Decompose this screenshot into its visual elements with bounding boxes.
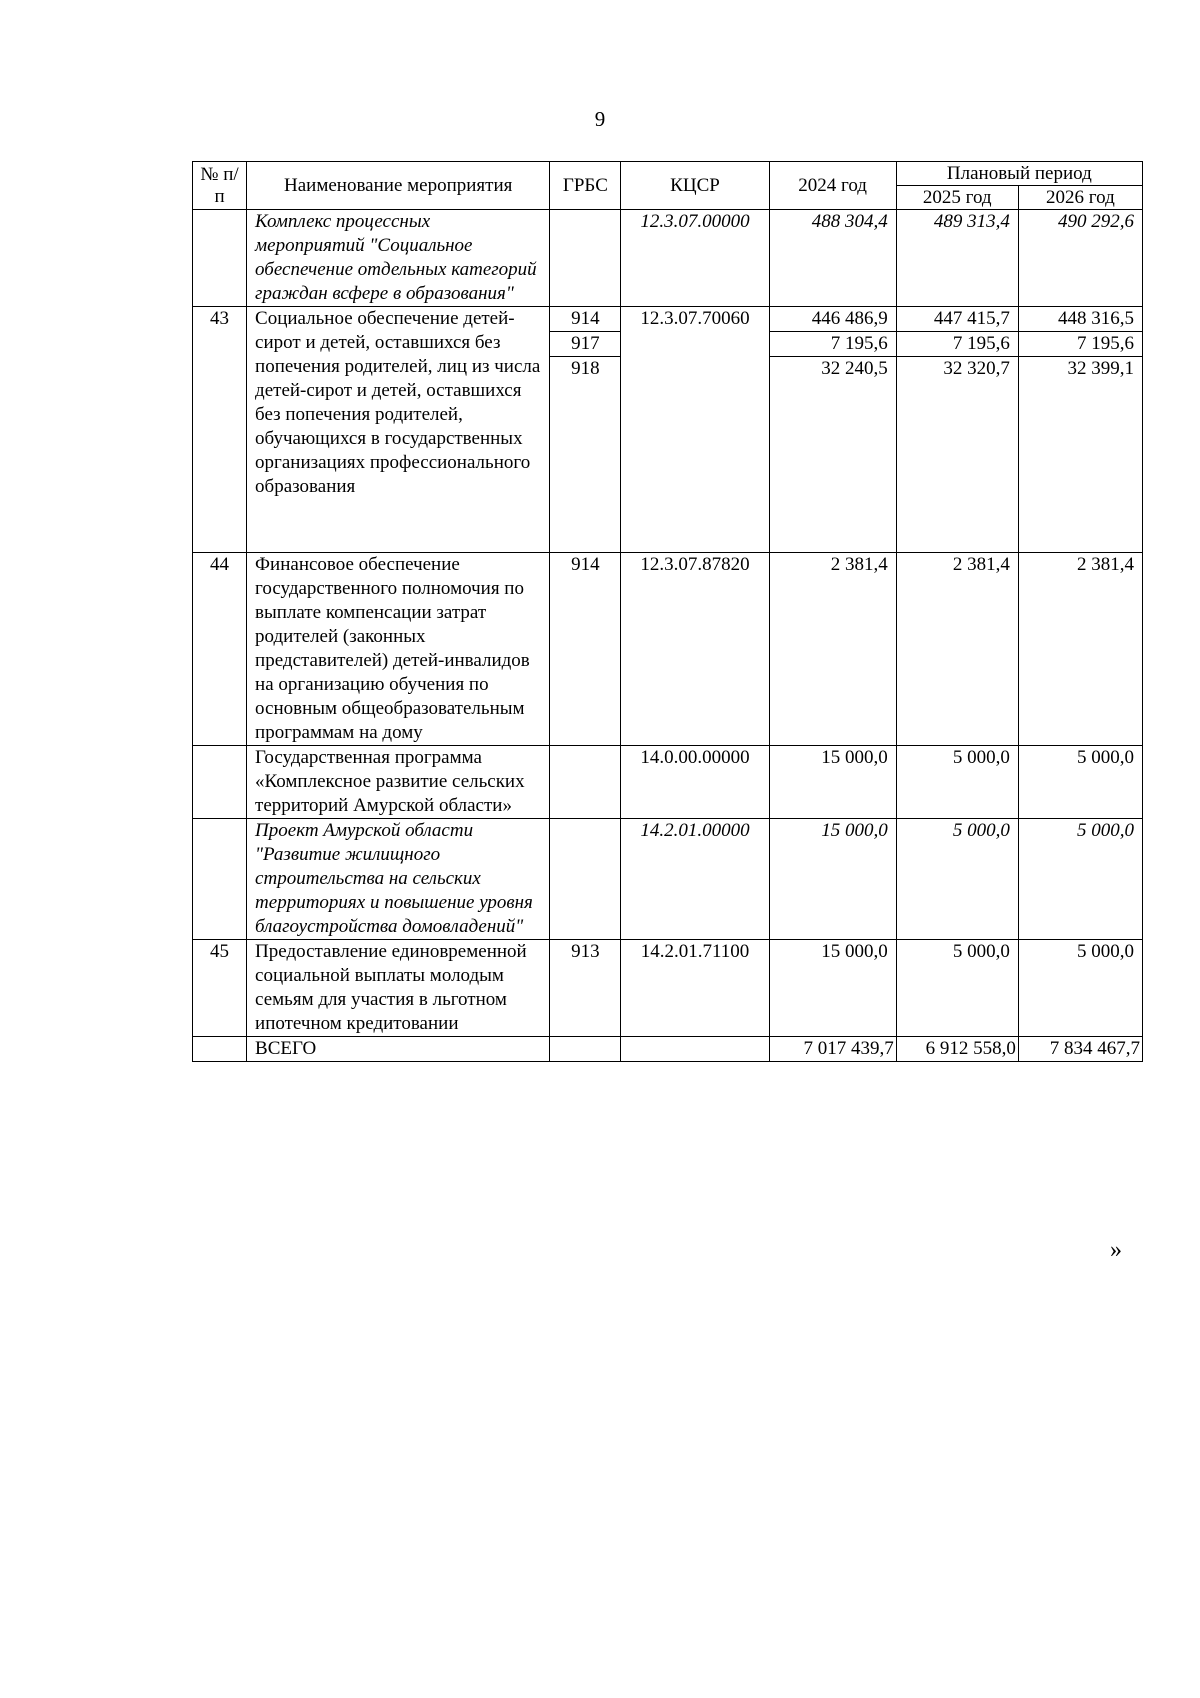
- cell-2026: 5 000,0: [1018, 819, 1142, 940]
- cell-num: 45: [193, 940, 247, 1037]
- cell-2026: 5 000,0: [1018, 940, 1142, 1037]
- cell-2024: 488 304,4: [769, 210, 896, 307]
- header-kcsr: КЦСР: [621, 162, 769, 210]
- table-row-43: [193, 307, 1143, 332]
- cell-2024: 15 000,0: [769, 819, 896, 940]
- cell-name: Государственная программа «Комплексное развитие сельских территорий Амурской области»: [247, 746, 550, 819]
- cell-num: 43: [193, 307, 247, 553]
- cell-num: [193, 210, 247, 307]
- cell-name: Комплекс процессных мероприятий "Социальное обеспечение отдельных категорий граждан всфере в образования": [247, 210, 550, 307]
- cell-2024: 446 486,9: [769, 307, 896, 332]
- header-num: № п/п: [193, 162, 247, 210]
- cell-grbs: 918: [550, 357, 621, 553]
- cell-2025: 5 000,0: [896, 746, 1018, 819]
- cell-name: Проект Амурской области "Развитие жилищного строительства на сельских территориях и повышение уровня благоустройства домовладений": [247, 819, 550, 940]
- cell-grbs: 914: [550, 553, 621, 746]
- cell-total-2024: 7 017 439,7: [769, 1037, 896, 1062]
- cell-2026: 5 000,0: [1018, 746, 1142, 819]
- cell-kcsr: 14.2.01.00000: [621, 819, 769, 940]
- cell-num: 44: [193, 553, 247, 746]
- cell-2026: 448 316,5: [1018, 307, 1142, 332]
- table-row-program: [193, 746, 1143, 819]
- cell-2025: 5 000,0: [896, 819, 1018, 940]
- cell-2024: 2 381,4: [769, 553, 896, 746]
- cell-name: Финансовое обеспечение государственного полномочия по выплате компенсации затрат родителей (законных представителей) детей-инвалидов на организацию обучения по основным общеобразовательным программам на дому: [247, 553, 550, 746]
- cell-2024: 15 000,0: [769, 940, 896, 1037]
- table-row-project: [193, 819, 1143, 940]
- cell-kcsr: 12.3.07.70060: [621, 307, 769, 553]
- cell-kcsr: 14.2.01.71100: [621, 940, 769, 1037]
- cell-2026: 7 195,6: [1018, 332, 1142, 357]
- cell-2025: 2 381,4: [896, 553, 1018, 746]
- cell-name: Социальное обеспечение детей-сирот и детей, оставшихся без попечения родителей, лиц из числа детей-сирот и детей, оставшихся без попечения родителей, обучающихся в государственных организациях профессионального образования: [247, 307, 550, 553]
- header-planned-period: Плановый период: [896, 162, 1142, 186]
- cell-2026: 490 292,6: [1018, 210, 1142, 307]
- header-2026: 2026 год: [1018, 186, 1142, 210]
- cell-2026: 2 381,4: [1018, 553, 1142, 746]
- cell-name: Предоставление единовременной социальной выплаты молодым семьям для участия в льготном ипотечном кредитовании: [247, 940, 550, 1037]
- header-2024: 2024 год: [769, 162, 896, 210]
- cell-grbs: 917: [550, 332, 621, 357]
- cell-num: [193, 746, 247, 819]
- cell-2025: 32 320,7: [896, 357, 1018, 553]
- cell-2025: 489 313,4: [896, 210, 1018, 307]
- cell-kcsr: [621, 1037, 769, 1062]
- header-name: Наименование мероприятия: [247, 162, 550, 210]
- closing-quote: »: [1110, 1237, 1122, 1263]
- cell-total-2025: 6 912 558,0: [896, 1037, 1018, 1062]
- cell-num: [193, 1037, 247, 1062]
- cell-2025: 7 195,6: [896, 332, 1018, 357]
- cell-num: [193, 819, 247, 940]
- cell-kcsr: 14.0.00.00000: [621, 746, 769, 819]
- cell-grbs: [550, 819, 621, 940]
- table-row-complex: [193, 210, 1143, 307]
- cell-kcsr: 12.3.07.87820: [621, 553, 769, 746]
- cell-kcsr: 12.3.07.00000: [621, 210, 769, 307]
- header-2025: 2025 год: [896, 186, 1018, 210]
- cell-grbs: [550, 1037, 621, 1062]
- cell-total-label: ВСЕГО: [247, 1037, 550, 1062]
- cell-2025: 447 415,7: [896, 307, 1018, 332]
- table-row-45: [193, 940, 1143, 1037]
- cell-2024: 15 000,0: [769, 746, 896, 819]
- cell-2024: 32 240,5: [769, 357, 896, 553]
- cell-2024: 7 195,6: [769, 332, 896, 357]
- header-grbs: ГРБС: [550, 162, 621, 210]
- table-row-total: [193, 1037, 1143, 1062]
- cell-2026: 32 399,1: [1018, 357, 1142, 553]
- table-row-44: [193, 553, 1143, 746]
- cell-total-2026: 7 834 467,7: [1018, 1037, 1142, 1062]
- cell-grbs: [550, 746, 621, 819]
- cell-2025: 5 000,0: [896, 940, 1018, 1037]
- cell-grbs: 913: [550, 940, 621, 1037]
- cell-grbs: [550, 210, 621, 307]
- cell-grbs: 914: [550, 307, 621, 332]
- budget-table: [192, 161, 1143, 1062]
- page-number: 9: [594, 107, 606, 131]
